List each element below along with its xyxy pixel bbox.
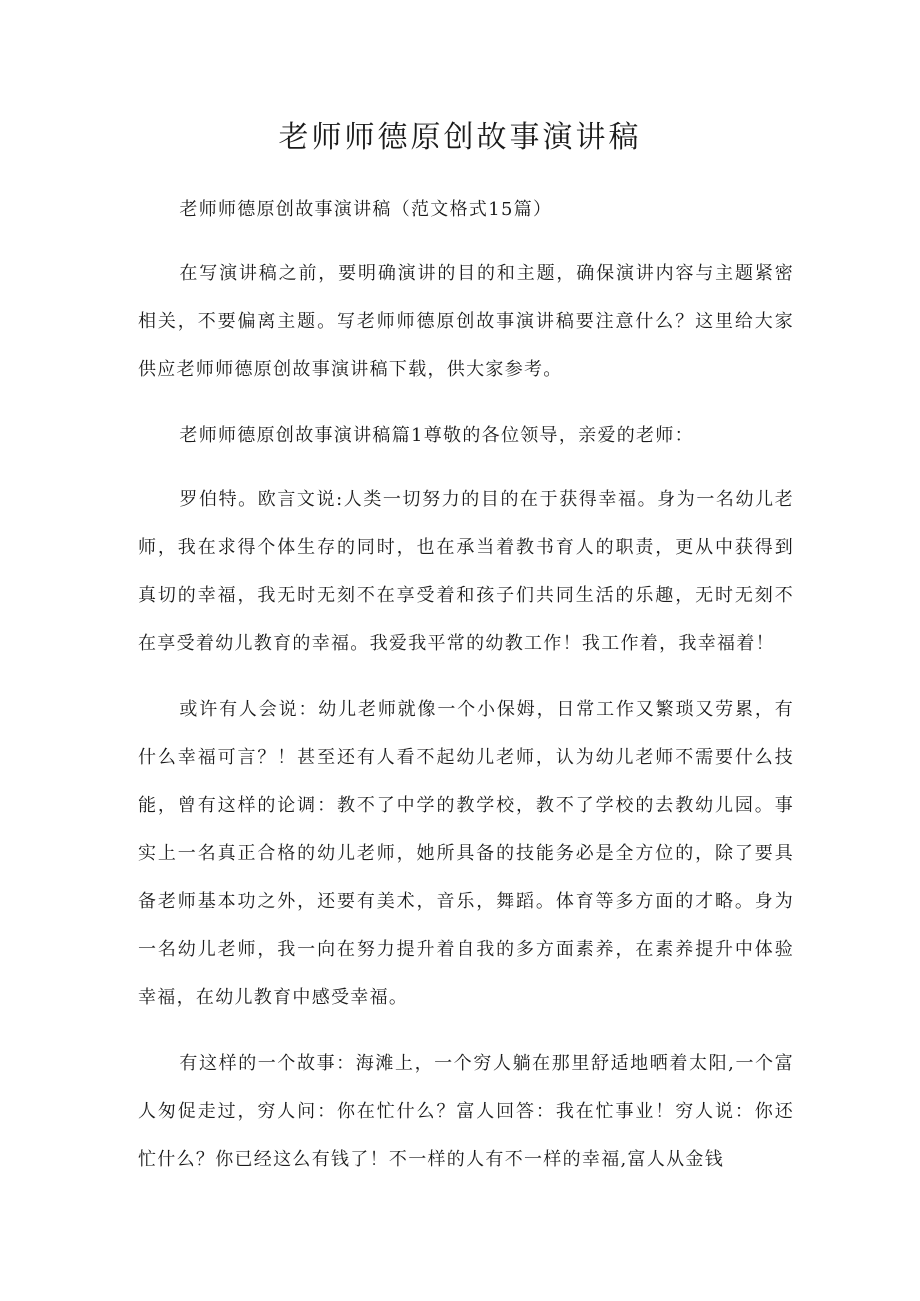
body-paragraph-2: 或许有人会说：幼儿老师就像一个小保姆，日常工作又繁琐又劳累，有什么幸福可言？！甚至还有人看不起幼儿老师，认为幼儿老师不需要什么技能，曾有这样的论调：教不了中学的教学校，教不了学校的去教幼儿园。事实上一名真正合格的幼儿老师，她所具备的技能务必是全方位的，除了要具备老师基本功之外，还要有美术，音乐，舞蹈。体育等多方面的才略。身为一名幼儿老师，我一向在努力提升着自我的多方面素养，在素养提升中体验幸福，在幼儿教育中感受幸福。: [138, 699, 794, 1008]
subtitle-paragraph: 老师师德原创故事演讲稿（范文格式15篇）: [179, 199, 553, 220]
document-body: [138, 186, 794, 1202]
body-paragraph-3: 有这样的一个故事：海滩上，一个穷人躺在那里舒适地晒着太阳,一个富人匆促走过，穷人问：你在忙什么？富人回答：我在忙事业！穷人说：你还忙什么？你已经这么有钱了！不一样的人有不一样的幸福,富人从金钱: [138, 1053, 794, 1170]
intro-paragraph: 在写演讲稿之前，要明确演讲的目的和主题，确保演讲内容与主题紧密相关，不要偏离主题。写老师师德原创故事演讲稿要注意什么？这里给大家供应老师师德原创故事演讲稿下载，供大家参考。: [138, 263, 794, 380]
speech-heading-paragraph: 老师师德原创故事演讲稿篇1尊敬的各位领导，亲爱的老师：: [179, 425, 694, 446]
body-paragraph-1: 罗伯特。欧言文说:人类一切努力的目的在于获得幸福。身为一名幼儿老师，我在求得个体生存的同时，也在承当着教书育人的职责，更从中获得到真切的幸福，我无时无刻不在享受着和孩子们共同生活的乐趣，无时无刻不在享受着幼儿教育的幸福。我爱我平常的幼教工作！我工作着，我幸福着！: [138, 489, 794, 654]
document-title: 老师师德原创故事演讲稿: [278, 120, 642, 155]
